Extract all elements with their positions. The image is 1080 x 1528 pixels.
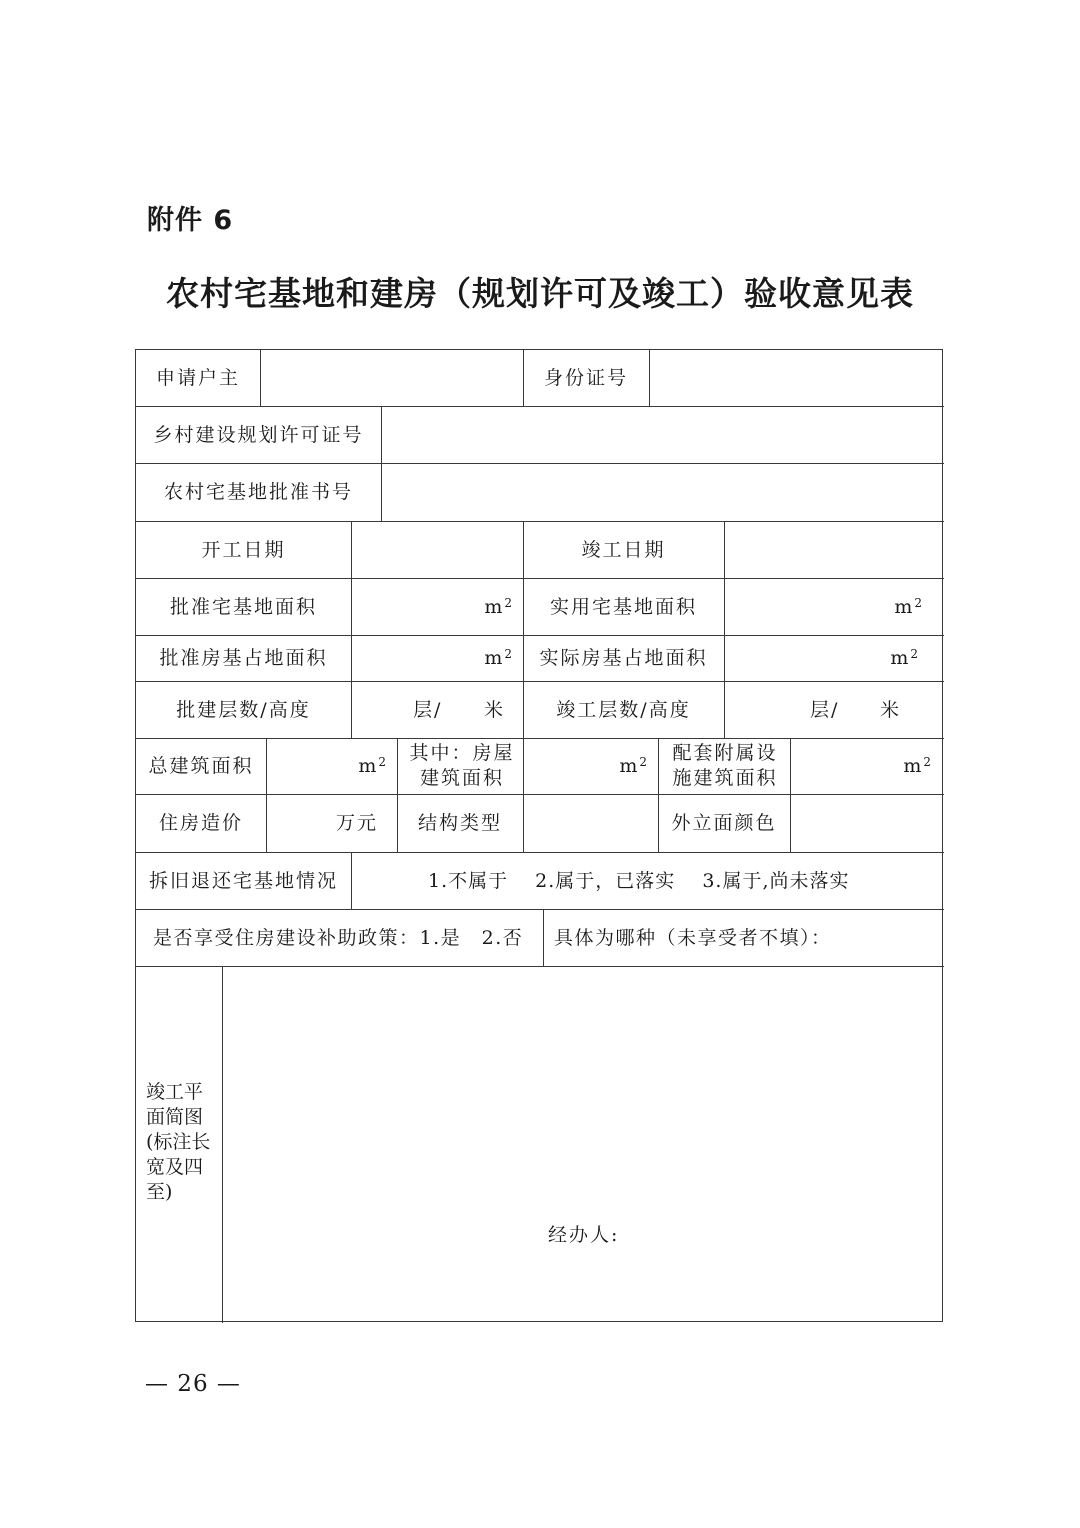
completion-date-label: 竣工日期 <box>581 539 666 561</box>
structure-type-label: 结构类型 <box>417 812 502 834</box>
subsidy-detail-label: 具体为哪种（未享受者不填）： <box>554 927 832 949</box>
planning-permit-label: 乡村建设规划许可证号 <box>153 424 364 446</box>
approved-homestead-area-label: 批准宅基地面积 <box>169 596 317 618</box>
applicant-field[interactable] <box>262 354 522 404</box>
approved-footprint-label: 批准房基占地面积 <box>159 647 328 669</box>
floor-plan-label: 竣工平面简图(标注长宽及四至) <box>146 1081 211 1203</box>
subsidy-question[interactable]: 是否享受住房建设补助政策：1.是 2.否 <box>153 927 524 949</box>
actual-footprint-unit[interactable]: $m^2$ <box>890 647 920 669</box>
attachment-label: 附件 6 <box>147 205 234 236</box>
completed-floors-unit[interactable]: 层/ <box>810 699 840 721</box>
completion-date-field[interactable] <box>726 525 941 575</box>
facade-color-label: 外立面颜色 <box>671 812 777 834</box>
ancillary-area-label: 配套附属设施建筑面积 <box>672 742 778 789</box>
page-title: 农村宅基地和建房（规划许可及竣工）验收意见表 <box>166 274 914 313</box>
approved-footprint-unit[interactable]: $m^2$ <box>484 647 514 669</box>
structure-type-field[interactable] <box>525 798 656 848</box>
actual-homestead-area-unit[interactable]: $m^2$ <box>894 596 924 618</box>
completed-height-unit[interactable]: 米 <box>880 699 902 721</box>
approved-floors-label: 批建层数/高度 <box>176 699 311 721</box>
completed-floors-label: 竣工层数/高度 <box>556 699 691 721</box>
old-homestead-options[interactable]: 1.不属于 2.属于，已落实 3.属于,尚未落实 <box>428 870 850 892</box>
page-number: — 26 — <box>145 1371 241 1397</box>
facade-color-field[interactable] <box>792 798 941 848</box>
planning-permit-field[interactable] <box>383 410 941 460</box>
handler-label: 经办人: <box>548 1224 620 1246</box>
homestead-approval-field[interactable] <box>383 467 941 517</box>
actual-homestead-area-label: 实用宅基地面积 <box>549 596 697 618</box>
total-area-label: 总建筑面积 <box>148 755 254 777</box>
house-area-label: 其中：房屋建筑面积 <box>409 742 515 789</box>
approved-floors-unit[interactable]: 层/ <box>413 699 443 721</box>
total-area-unit[interactable]: $m^2$ <box>358 755 388 777</box>
house-area-unit[interactable]: $m^2$ <box>619 755 649 777</box>
start-date-field[interactable] <box>353 525 521 575</box>
housing-cost-unit[interactable]: 万元 <box>335 812 378 834</box>
old-homestead-label: 拆旧退还宅基地情况 <box>148 870 338 892</box>
start-date-label: 开工日期 <box>201 539 286 561</box>
floor-plan-area[interactable] <box>224 970 942 1310</box>
acceptance-form-table <box>135 349 943 1322</box>
approved-height-unit[interactable]: 米 <box>484 699 506 721</box>
id-number-field[interactable] <box>651 354 941 404</box>
id-number-label: 身份证号 <box>543 367 628 389</box>
ancillary-area-unit[interactable]: $m^2$ <box>903 755 933 777</box>
applicant-label: 申请户主 <box>155 367 240 389</box>
actual-footprint-label: 实际房基占地面积 <box>539 647 708 669</box>
homestead-approval-label: 农村宅基地批准书号 <box>163 481 353 503</box>
approved-homestead-area-unit[interactable]: $m^2$ <box>484 596 514 618</box>
housing-cost-label: 住房造价 <box>158 812 243 834</box>
